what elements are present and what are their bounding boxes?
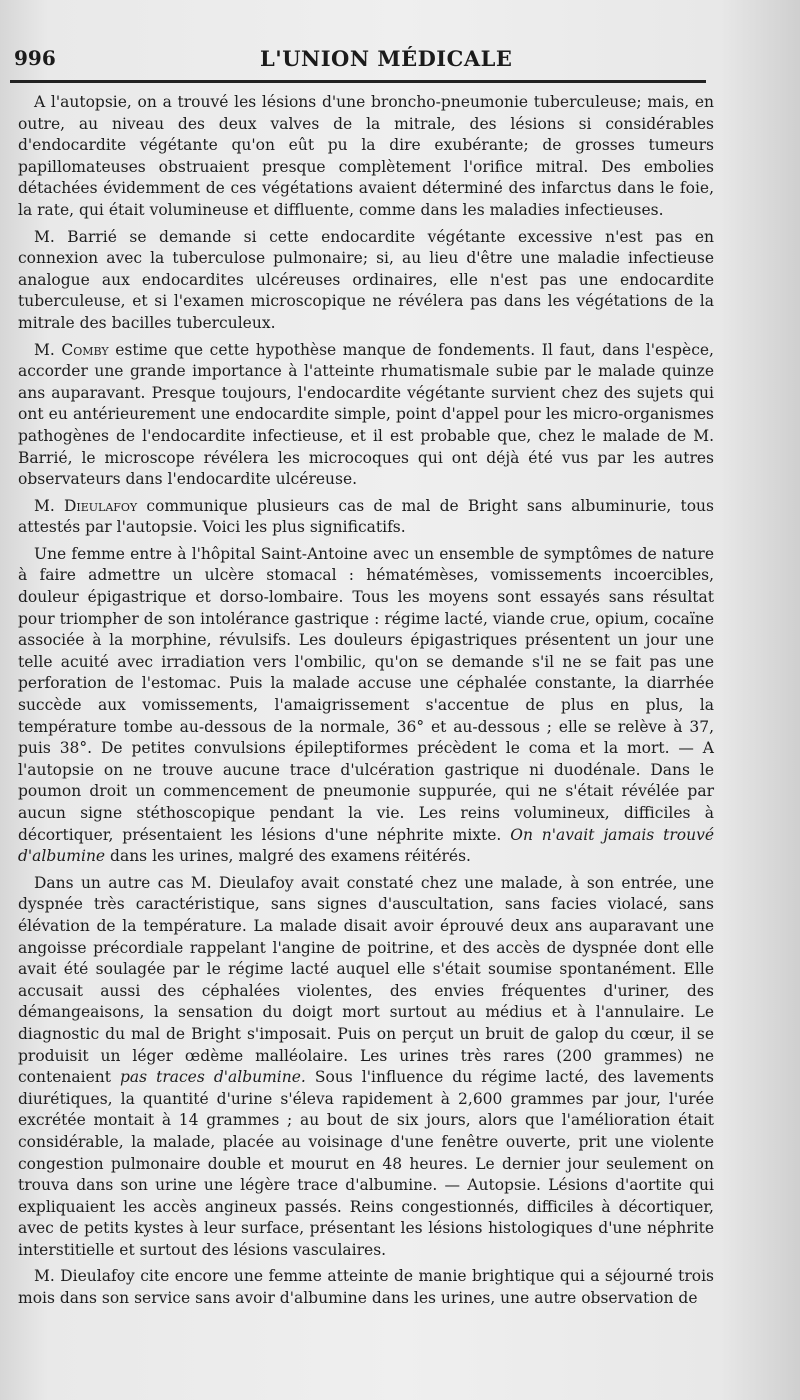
text-segment: dans les urines, malgré des examens réitérés. [105,847,471,866]
page-header [14,44,702,76]
text-segment: estime que cette hypothèse manque de fondements. Il faut, dans l'espèce, accorder une grande importance à l'atteinte rhumatismale subie par le malade quinze ans auparavant. Presque toujours, l'endocardite végétante survient chez des sujets qui ont eu antérieurement une endocardite simple, point d'appel pour les micro-organismes pathogènes de l'endocardite infectieuse, et il est probable que, chez le malade de M. Barrié, le microscope révélera les microcoques qui ont déjà été vus par les autres observateurs dans l'endocardite ulcéreuse. [18,340,714,489]
body-text [18,92,714,1315]
paragraph [18,227,714,335]
paragraph [18,92,714,222]
text-segment: M. [34,340,62,359]
text-segment: Une femme entre à l'hôpital Saint-Antoine avec un ensemble de symptômes de nature à faire admettre un ulcère stomacal : hématémèses, vomissements incoercibles, douleur épigastrique et dorso-lombaire. Tous les moyens sont essayés sans résultat pour triompher de son intolérance gastrique : régime lacté, viande crue, opium, cocaïne associée à la morphine, révulsifs. Les douleurs épigastriques présentent un jour une telle acuité avec irradiation vers l'ombilic, qu'on se demande s'il ne se fait pas une perforation de l'estomac. Puis la malade accuse une céphalée constante, la diarrhée succède aux vomissements, l'amaigrissement s'accentue de plus en plus, la température tombe au-dessous de la normale, 36° et au-dessous ; elle se relève à 37, puis 38°. De petites convulsions épileptiformes précèdent le coma et la mort. — A l'autopsie on ne trouve aucune trace d'ulcération gastrique ni duodénale. Dans le poumon droit un commencement de pneumonie suppurée, qui ne s'était révélée par aucun signe stéthoscopique pendant la vie. Les reins volumineux, difficiles à décortiquer, présentaient les lésions d'une néphrite mixte. [18,544,714,844]
italic-text: pas traces d'albumine. [119,1068,306,1087]
text-segment: M. [34,496,64,515]
author-name: Comby [61,340,109,359]
text-segment: Dans un autre cas M. Dieulafoy avait constaté chez une malade, à son entrée, une dyspnée très caractéristique, sans signes d'auscultation, sans facies violacé, sans élévation de la température. La malade disait avoir éprouvé deux ans auparavant une angoisse précordiale rappelant l'angine de poitrine, et des accès de dyspnée dont elle avait été soulagée par le régime lacté auquel elle s'était soumise spontanément. Elle accusait aussi des céphalées violentes, des envies fréquentes d'uriner, des démangeaisons, la sensation du doigt mort surtout au médius et à l'annulaire. Le diagnostic du mal de Bright s'imposait. Puis on perçut un bruit de galop du cœur, il se produisit un léger œdème malléolaire. Les urines très rares (200 grammes) ne contenaient [18,873,714,1087]
text-segment: A l'autopsie, on a trouvé les lésions d'une broncho-pneumonie tuberculeuse; mais, en outre, au niveau des deux valves de la mitrale, des lésions si considérables d'endocardite végétante qu'on eût pu la dire exubérante; de grosses tumeurs papillomateuses obstruaient presque complètement l'orifice mitral. Des embolies détachées évidemment de ces végétations avaient déterminé des infarctus dans le foie, la rate, qui était volumineuse et diffluente, comme dans les maladies infectieuses. [18,93,714,219]
paragraph [18,496,714,539]
paragraph [18,544,714,868]
paragraph [18,873,714,1262]
text-segment: Sous l'influence du régime lacté, des lavements diurétiques, la quantité d'urine s'éleva rapidement à 2,600 grammes par jour, l'urée excrétée montait à 14 grammes ; au bout de six jours, alors que l'amélioration était considérable, la malade, placée au voisinage d'une fenêtre ouverte, prit une violente congestion pulmonaire double et mourut en 48 heures. Le dernier jour seulement on trouva dans son urine une légère trace d'albumine. — Autopsie. Lésions d'aortite qui expliquaient les accès angineux passés. Reins congestionnés, difficiles à décortiquer, avec de petits kystes à leur surface, présentant les lésions histologiques d'une néphrite interstitielle et surtout des lésions vasculaires. [18,1068,715,1259]
header-rule [10,80,706,83]
text-segment: M. Dieulafoy cite encore une femme atteinte de manie brightique qui a séjourné trois mois dans son service sans avoir d'albumine dans les urines, une autre observation de [18,1267,714,1308]
running-title: L'UNION MÉDICALE [260,46,513,71]
paragraph [18,1266,714,1309]
paragraph [18,340,714,491]
italic-text: On n'avait jamais trouvé d'albumine [18,825,714,866]
text-segment: M. Barrié se demande si cette endocardite végétante excessive n'est pas en connexion avec la tuberculose pulmonaire; si, au lieu d'être une maladie infectieuse analogue aux endocardites ulcéreuses ordinaires, elle n'est pas une endocardite tuberculeuse, et si l'examen microscopique ne révélera pas dans les végétations de la mitrale des bacilles tuberculeux. [18,227,714,332]
author-name: Dieulafoy [63,496,138,515]
text-segment: communique plusieurs cas de mal de Bright sans albuminurie, tous attestés par l'autopsie. Voici les plus significatifs. [18,496,714,537]
page-number: 996 [14,46,56,70]
